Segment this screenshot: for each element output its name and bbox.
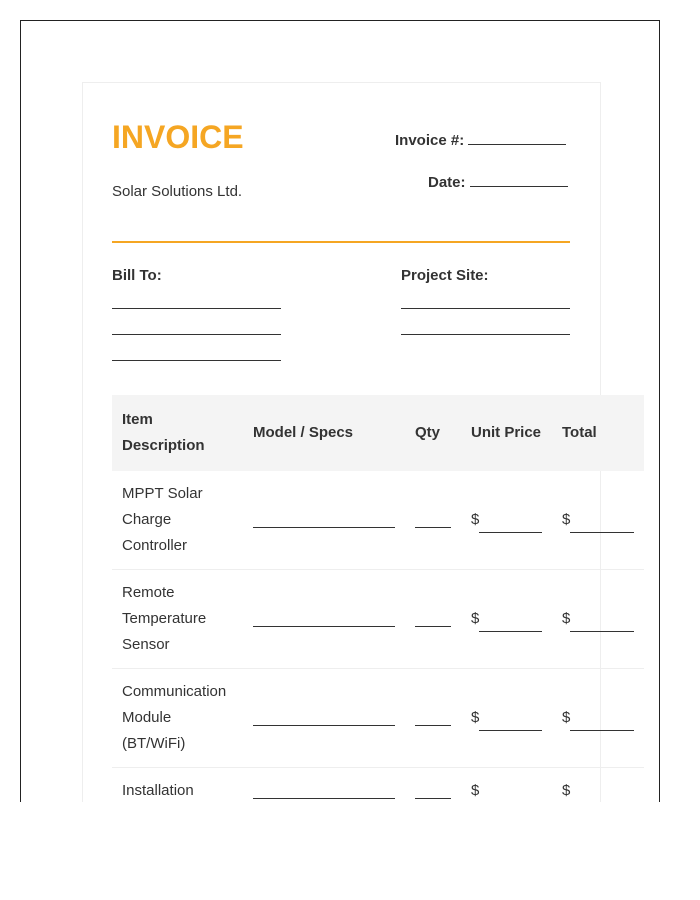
table-header-row — [112, 395, 644, 471]
invoice-title: INVOICE — [112, 119, 244, 155]
model-specs-blank — [253, 784, 395, 799]
item-description: MPPT Solar Charge Controller — [112, 471, 243, 570]
document-frame — [20, 20, 660, 802]
date-label: Date: — [428, 174, 466, 191]
table-row — [112, 471, 644, 570]
total-blank — [570, 518, 634, 533]
item-description: Communication Module (BT/WiFi) — [112, 669, 243, 768]
header-total: Total — [552, 395, 644, 471]
header-item-description: Item Description — [112, 395, 243, 471]
total-field — [562, 507, 634, 533]
bill-to-line-1 — [112, 308, 281, 309]
unit-price-blank — [479, 716, 542, 731]
qty-blank — [415, 711, 451, 726]
total-blank — [570, 716, 634, 731]
company-name: Solar Solutions Ltd. — [112, 183, 243, 200]
model-specs-blank — [253, 711, 395, 726]
currency-symbol: $ — [471, 610, 480, 627]
unit-price-field — [471, 606, 542, 632]
invoice-number-row — [395, 132, 566, 149]
header-unit-price: Unit Price — [461, 395, 552, 471]
line-items-table — [112, 395, 644, 802]
qty-blank — [415, 513, 451, 528]
unit-price-field — [471, 778, 542, 802]
unit-price-blank — [479, 518, 542, 533]
header-divider — [112, 241, 570, 243]
unit-price-blank — [479, 789, 542, 802]
table-row — [112, 669, 644, 768]
total-blank — [570, 617, 634, 632]
item-description: Installation — [112, 768, 243, 803]
header-model-specs: Model / Specs — [243, 395, 405, 471]
currency-symbol: $ — [562, 610, 571, 627]
header-qty: Qty — [405, 395, 461, 471]
total-field — [562, 606, 634, 632]
unit-price-field — [471, 705, 542, 731]
total-blank — [570, 789, 634, 802]
date-row — [428, 174, 568, 191]
bill-to-label: Bill To: — [112, 267, 162, 284]
bill-to-line-3 — [112, 360, 281, 361]
date-blank — [470, 174, 568, 187]
qty-blank — [415, 784, 451, 799]
unit-price-field — [471, 507, 542, 533]
model-specs-blank — [253, 513, 395, 528]
project-site-label: Project Site: — [401, 267, 489, 284]
qty-blank — [415, 612, 451, 627]
invoice-number-label: Invoice #: — [395, 132, 465, 149]
item-description: Remote Temperature Sensor — [112, 570, 243, 669]
total-field — [562, 778, 634, 802]
project-site-line-1 — [401, 308, 570, 309]
table-row — [112, 570, 644, 669]
currency-symbol: $ — [471, 782, 480, 799]
currency-symbol: $ — [562, 709, 571, 726]
total-field — [562, 705, 634, 731]
currency-symbol: $ — [562, 782, 571, 799]
table-row — [112, 768, 644, 803]
invoice-number-blank — [468, 132, 566, 145]
currency-symbol: $ — [471, 511, 480, 528]
unit-price-blank — [479, 617, 542, 632]
project-site-line-2 — [401, 334, 570, 335]
currency-symbol: $ — [471, 709, 480, 726]
model-specs-blank — [253, 612, 395, 627]
currency-symbol: $ — [562, 511, 571, 528]
bill-to-line-2 — [112, 334, 281, 335]
